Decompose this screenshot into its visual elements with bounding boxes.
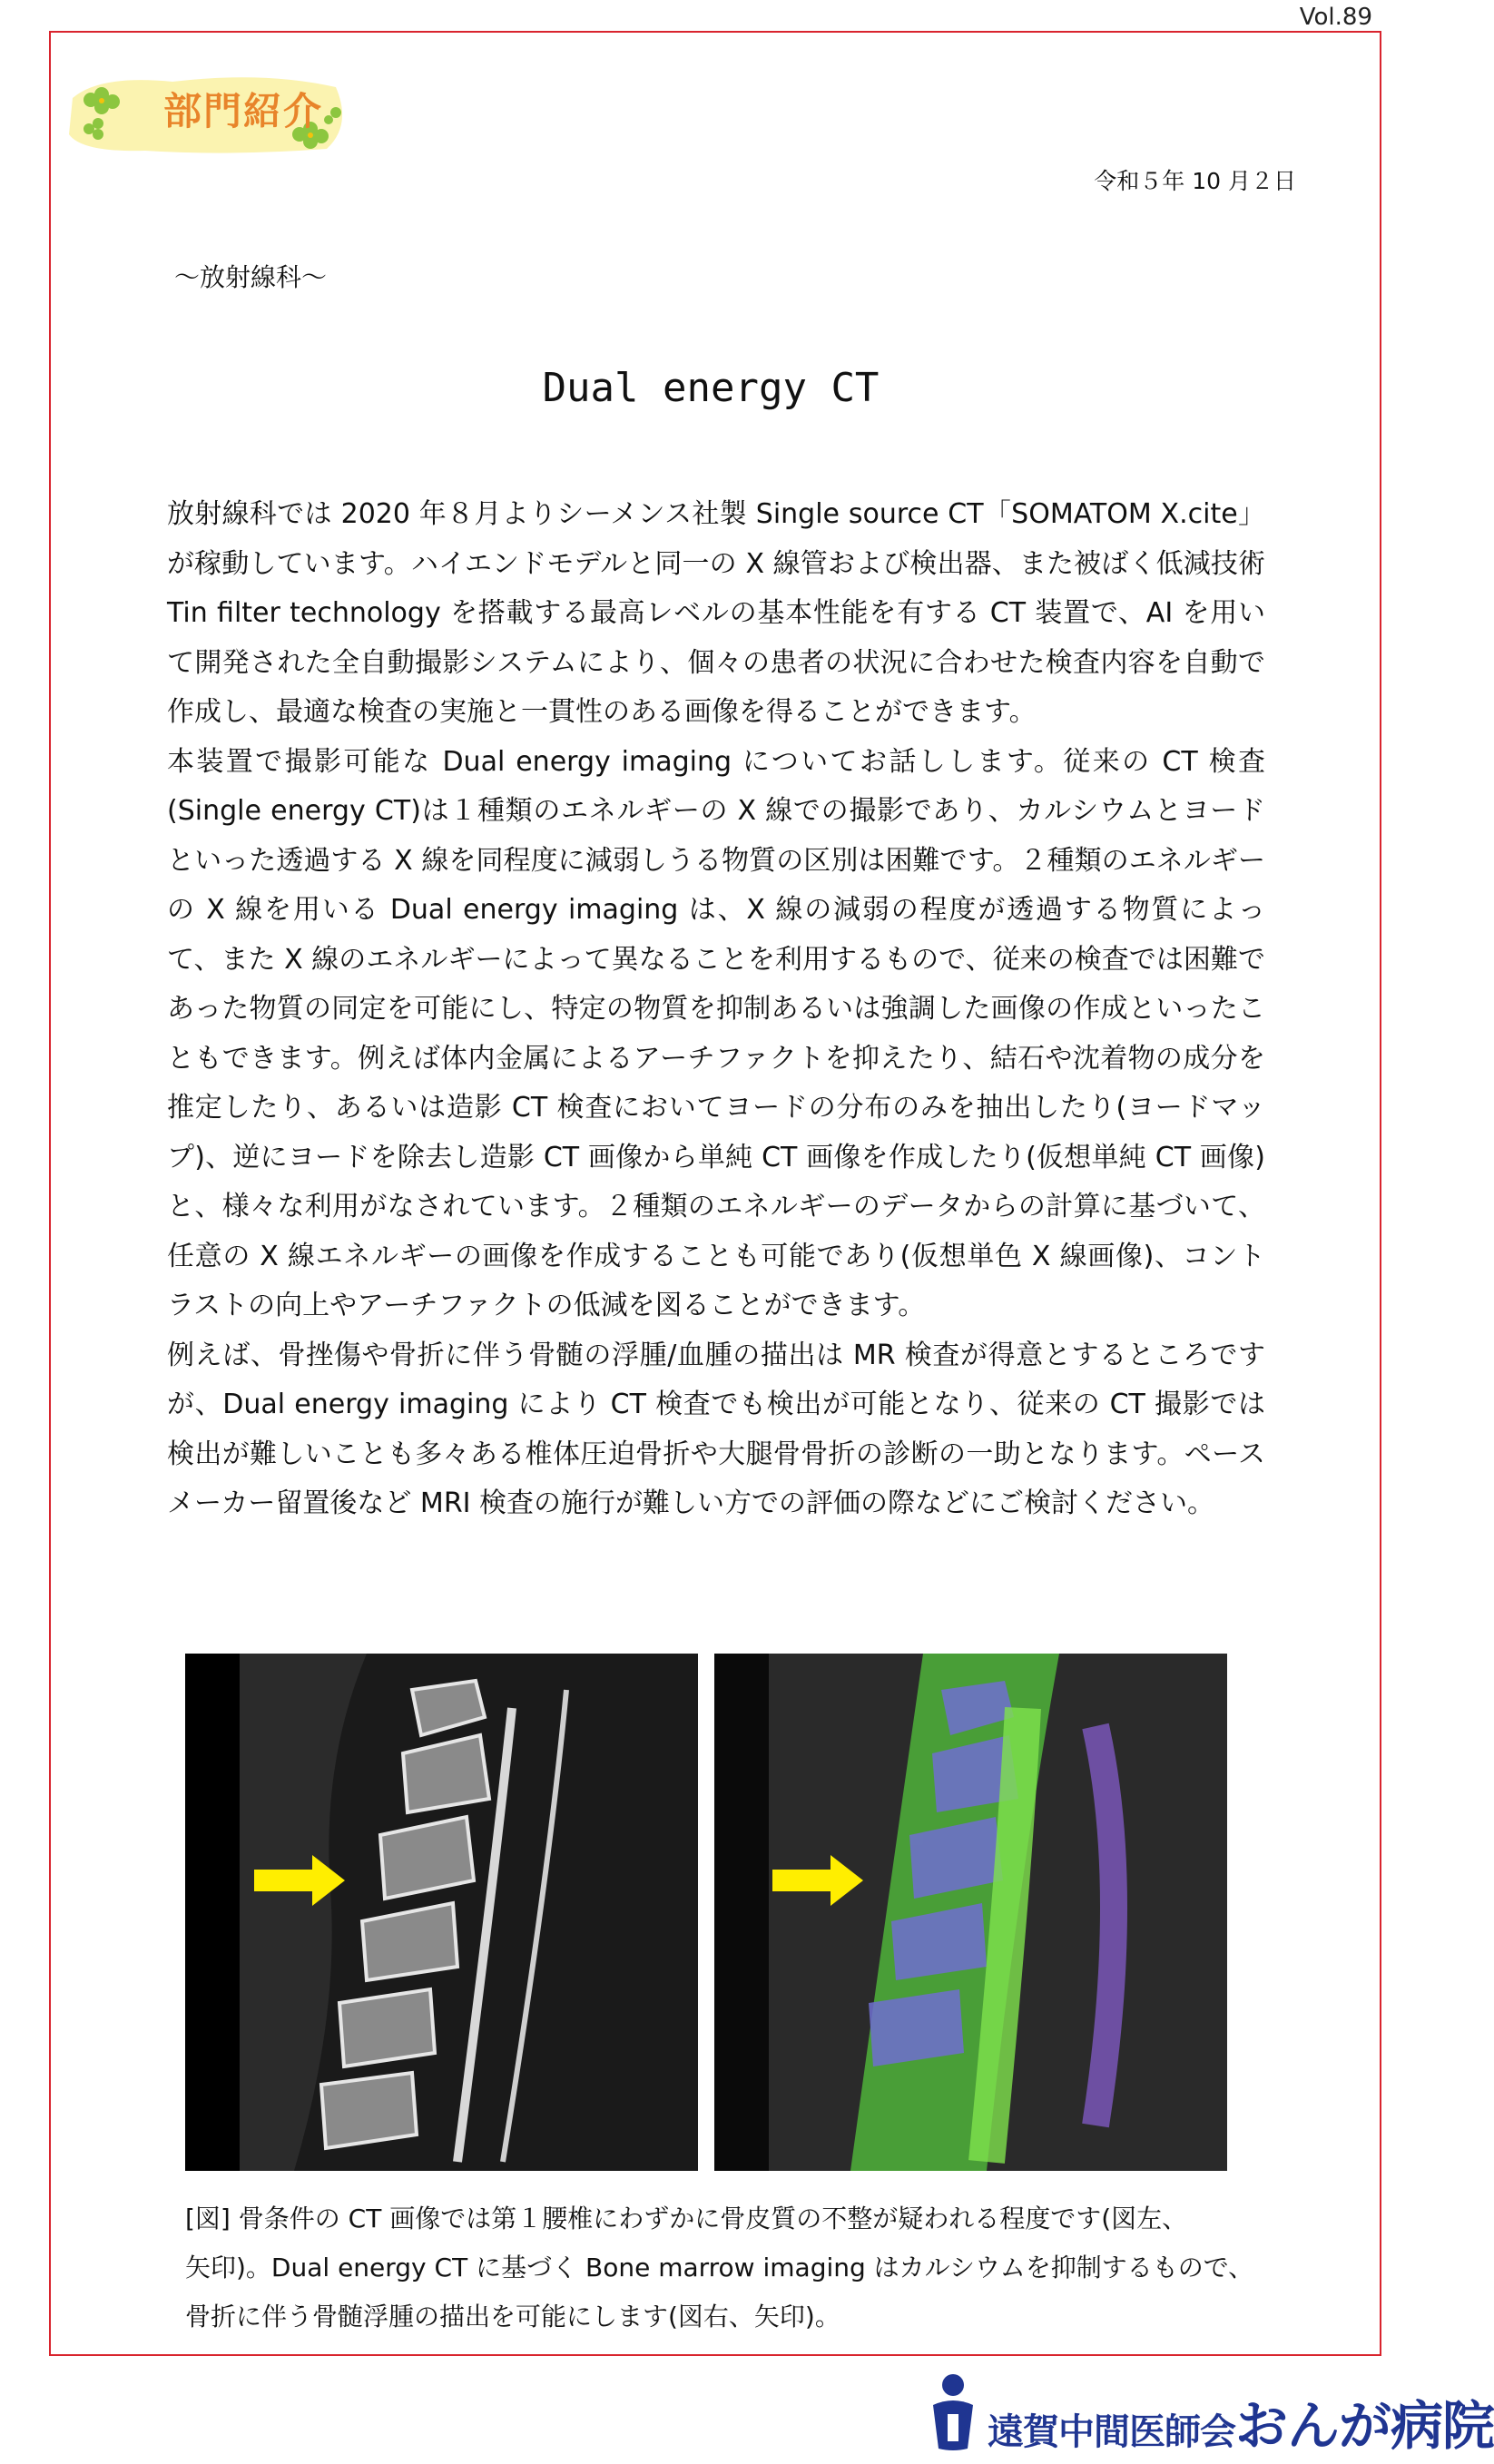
publication-date: 令和５年 10 月２日 <box>1094 168 1296 194</box>
paragraph: 放射線科では 2020 年８月よりシーメンス社製 Single source CT「SOMATOM X.cite」が稼動しています。ハイエンドモデルと同一の X 線管および検出器、また被ばく低減技術 Tin filter technology を搭載する最高レベルの基本性能を有する CT 装置で、AI を用いて開発された全自動撮影システムにより、個々の患者の状況に合わせた検査内容を自動で作成し、最適な検査の実施と一貫性のある画像を得ることができます。 <box>167 498 1265 728</box>
ct-bone-image <box>185 1654 698 2171</box>
figure-caption <box>185 2194 1311 2341</box>
article-body <box>167 490 1265 1529</box>
figure <box>185 1654 1227 2171</box>
paragraph: 本装置で撮影可能な Dual energy imaging についてお話しします。従来の CT 検査(Single energy CT)は１種類のエネルギーの X 線での撮影であり、カルシウムとヨードといった透過する X 線を同程度に減弱しうる物質の区別は困難です。２種類のエネルギーの X 線を用いる Dual energy imaging は、X 線の減弱の程度が透過する物質によって、また X 線のエネルギーによって異なることを利用するもので、従来の検査では困難であった物質の同定を可能にし、特定の物質を抑制あるいは強調した画像の作成といったこともできます。例えば体内金属によるアーチファクトを抑えたり、結石や沈着物の成分を推定したり、あるいは造影 CT 検査においてヨードの分布のみを抽出したり(ヨードマップ)、逆にヨードを除去し造影 CT 画像から単純 CT 画像を作成したり(仮想単純 CT 画像)と、様々な利用がなされています。２種類のエネルギーのデータからの計算に基づいて、任意の X 線エネルギーの画像を作成することも可能であり(仮想単色 X 線画像)、コントラストの向上やアーチファクトの低減を図ることができます。 <box>167 745 1265 1321</box>
paragraph: 例えば、骨挫傷や骨折に伴う骨髄の浮腫/血腫の描出は MR 検査が得意とするところですが、Dual energy imaging により CT 検査でも検出が可能となり、従来の CT 撮影では検出が難しいことも多々ある椎体圧迫骨折や大腿骨骨折の診断の一助となります。ペースメーカー留置後など MRI 検査の施行が難しい方での評価の際などにご検討ください。 <box>167 1339 1265 1519</box>
article-title: Dual energy CT <box>542 365 880 411</box>
dual-energy-bone-marrow-image <box>714 1654 1227 2171</box>
logo-hospital: おんが病院 <box>1235 2395 1494 2457</box>
department-heading: ～放射線科～ <box>174 262 328 292</box>
hospital-emblem-icon <box>924 2369 982 2452</box>
hospital-name <box>988 2383 1494 2459</box>
caption-line: 矢印)。Dual energy CT に基づく Bone marrow imaging はカルシウムを抑制するもので、 <box>185 2253 1254 2282</box>
volume-number: Vol.89 <box>1299 4 1372 31</box>
section-label: 部門紹介 <box>163 89 324 133</box>
caption-line: [図] 骨条件の CT 画像では第１腰椎にわずかに骨皮質の不整が疑われる程度です(図左、 <box>185 2204 1188 2233</box>
logo-association: 遠賀中間医師会 <box>988 2411 1235 2453</box>
hospital-logo <box>924 2369 1494 2457</box>
caption-line: 骨折に伴う骨髄浮腫の描出を可能にします(図右、矢印)。 <box>185 2302 840 2331</box>
